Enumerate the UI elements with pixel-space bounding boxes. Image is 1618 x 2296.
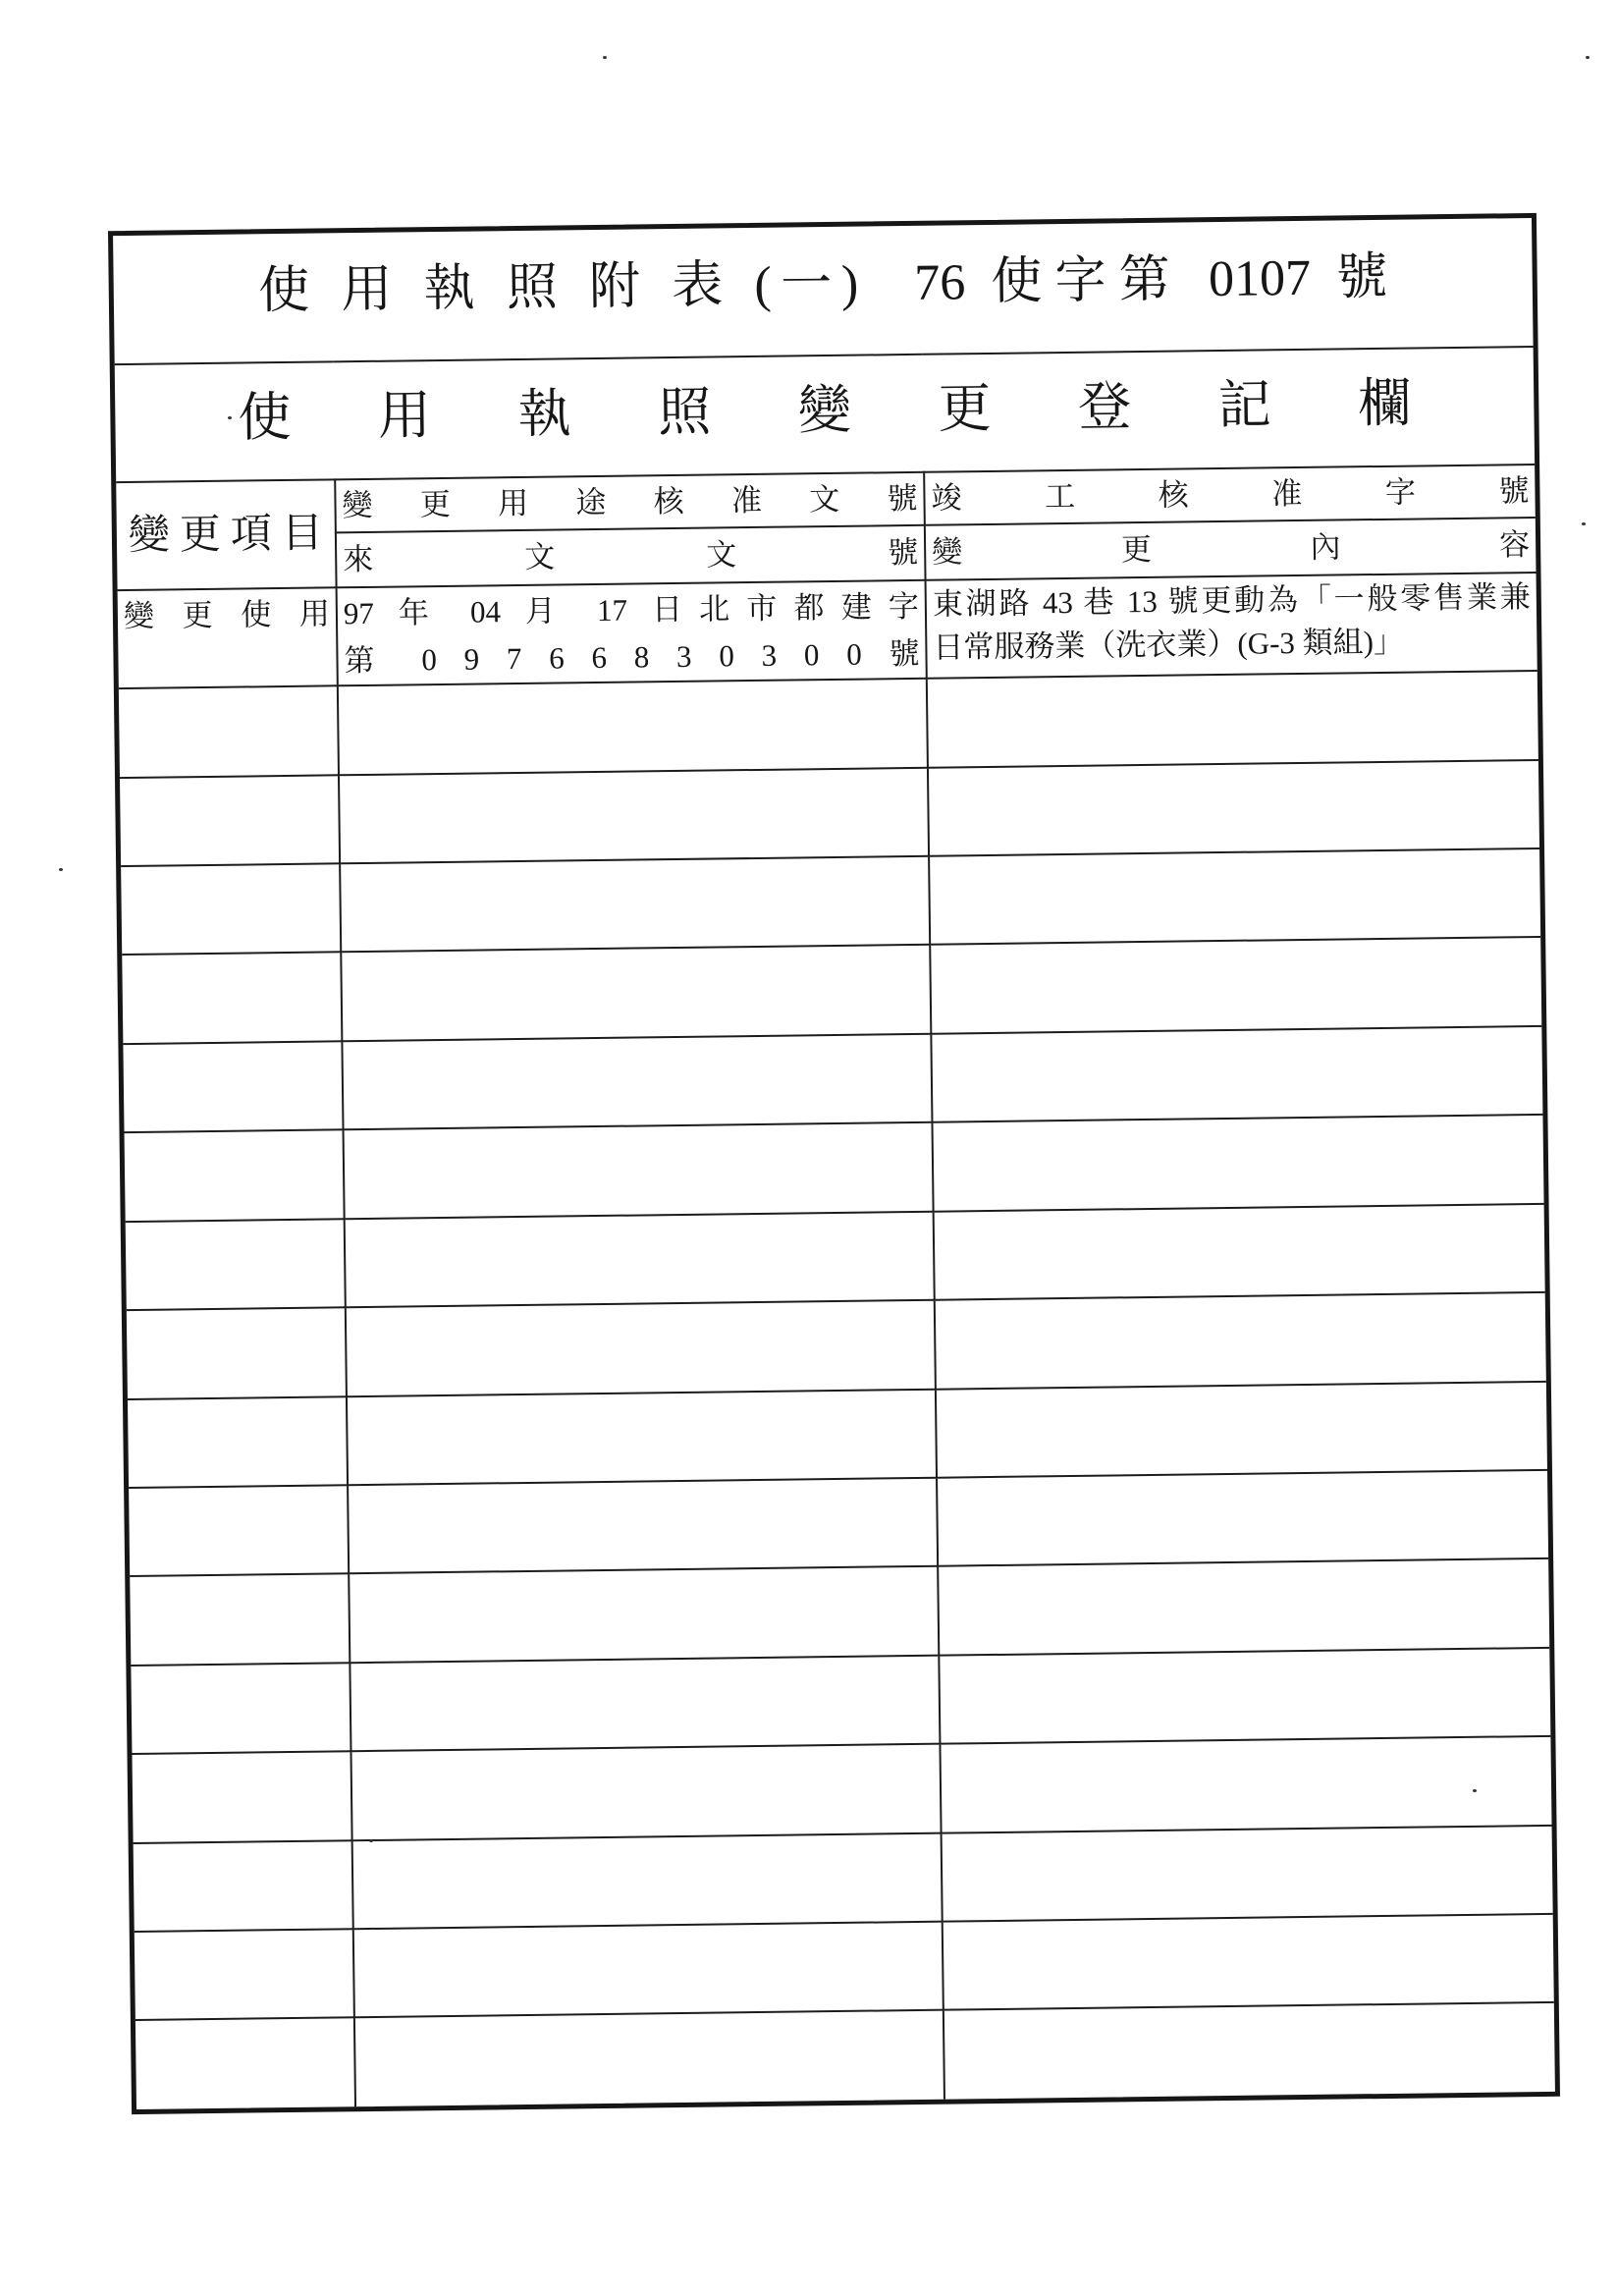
- blank-cell: [937, 1470, 1548, 1566]
- blank-cell: [350, 1655, 940, 1751]
- blank-cell: [132, 1751, 351, 1842]
- blank-cell: [943, 1914, 1554, 2010]
- entry-change-content-cell: [926, 573, 1537, 679]
- blank-cell: [352, 1832, 943, 1929]
- blank-cell: [929, 848, 1540, 945]
- header-use-change-approval-no: 變 更 用 途 核 准 文 號: [342, 481, 918, 523]
- form-title: 使 用 執 照 附 表 (一): [257, 255, 859, 320]
- blank-cell: [121, 863, 341, 955]
- change-registration-table: [113, 218, 1555, 2109]
- header-incoming-doc-no: 來 文 文 號: [343, 534, 919, 577]
- header-completion-approval-cell: [924, 465, 1536, 525]
- scan-speck: [1582, 522, 1586, 525]
- blank-cell: [125, 1130, 345, 1222]
- blank-cell: [120, 775, 340, 866]
- blank-cell: [353, 1922, 944, 2018]
- blank-cell: [349, 1566, 939, 1663]
- blank-cell: [135, 1929, 354, 2020]
- entry-change-item-cell: [118, 587, 338, 688]
- blank-cell: [342, 1034, 932, 1130]
- blank-cell: [934, 1204, 1545, 1300]
- blank-cell: [135, 2018, 355, 2109]
- blank-cell: [932, 1115, 1543, 1211]
- use-permit-annex-form: [108, 213, 1560, 2114]
- subtitle-cell: [115, 347, 1535, 483]
- blank-cell: [939, 1648, 1550, 1744]
- header-completion-approval-no: 竣 工 核 准 字 號: [931, 473, 1530, 516]
- entry-approval-number-line: 第 0 9 7 6 6 8 3 0 3 0 0 號: [344, 635, 920, 678]
- header-change-item: 變更項目: [128, 511, 334, 559]
- blank-cell: [339, 767, 929, 863]
- blank-cell: [340, 856, 930, 953]
- blank-cell: [348, 1478, 938, 1574]
- title-cell: [113, 218, 1534, 364]
- scan-speck: [59, 868, 63, 871]
- blank-cell: [131, 1663, 351, 1754]
- entry-approval-no-cell: [337, 579, 927, 685]
- header-change-content-cell: [925, 518, 1537, 579]
- blank-cell: [940, 1736, 1551, 1832]
- scan-speck: [1473, 1789, 1477, 1792]
- entry-approval-date-line: 97 年 04 月 17 日北市都建字: [343, 588, 920, 630]
- entry-change-item: 變 更 使 用: [123, 596, 331, 633]
- blank-cell: [931, 1026, 1542, 1122]
- blank-cell: [351, 1744, 941, 1840]
- form-subtitle: 使 用 執 照 變 更 登 記 欄: [238, 373, 1412, 448]
- blank-cell: [927, 671, 1538, 767]
- blank-cell: [123, 1041, 343, 1132]
- blank-cell: [128, 1396, 348, 1488]
- scan-speck: [369, 1839, 373, 1842]
- scan-speck: [228, 416, 232, 419]
- blank-cell: [341, 945, 931, 1041]
- blank-cell: [126, 1219, 346, 1310]
- blank-cell: [345, 1211, 935, 1307]
- blank-cell: [928, 760, 1539, 856]
- blank-cell: [129, 1485, 349, 1576]
- entry-content-line-2: 日常服務業（洗衣業）(G-3 類組)」: [933, 624, 1405, 665]
- blank-cell: [347, 1389, 937, 1485]
- blank-cell: [338, 679, 928, 775]
- permit-number: 76 使字第 0107 號: [913, 248, 1388, 311]
- blank-cell: [122, 953, 342, 1044]
- header-approval-no-cell: [335, 472, 925, 533]
- header-change-item-cell: [116, 480, 336, 590]
- blank-row: [135, 2002, 1555, 2109]
- blank-cell: [936, 1381, 1547, 1477]
- blank-cell: [930, 937, 1541, 1033]
- blank-cell: [130, 1574, 350, 1666]
- entry-content-line-1: 東湖路 43 巷 13 號更動為「一般零售業兼: [932, 578, 1532, 622]
- blank-cell: [119, 685, 339, 777]
- blank-cell: [354, 2010, 944, 2106]
- entry-row: [118, 573, 1537, 689]
- title-row: [113, 218, 1534, 364]
- header-change-content: 變 更 內 容: [931, 527, 1531, 570]
- scan-speck: [1586, 56, 1590, 59]
- blank-cell: [938, 1558, 1549, 1655]
- blank-cell: [127, 1307, 347, 1398]
- blank-cell: [344, 1122, 934, 1219]
- blank-cell: [134, 1840, 353, 1932]
- blank-cell: [944, 2002, 1555, 2099]
- header-incoming-doc-cell: [336, 525, 926, 587]
- subtitle-row: [115, 347, 1535, 483]
- blank-cell: [935, 1292, 1546, 1389]
- scan-speck: [603, 56, 607, 59]
- blank-cell: [346, 1300, 936, 1396]
- blank-cell: [942, 1825, 1553, 1921]
